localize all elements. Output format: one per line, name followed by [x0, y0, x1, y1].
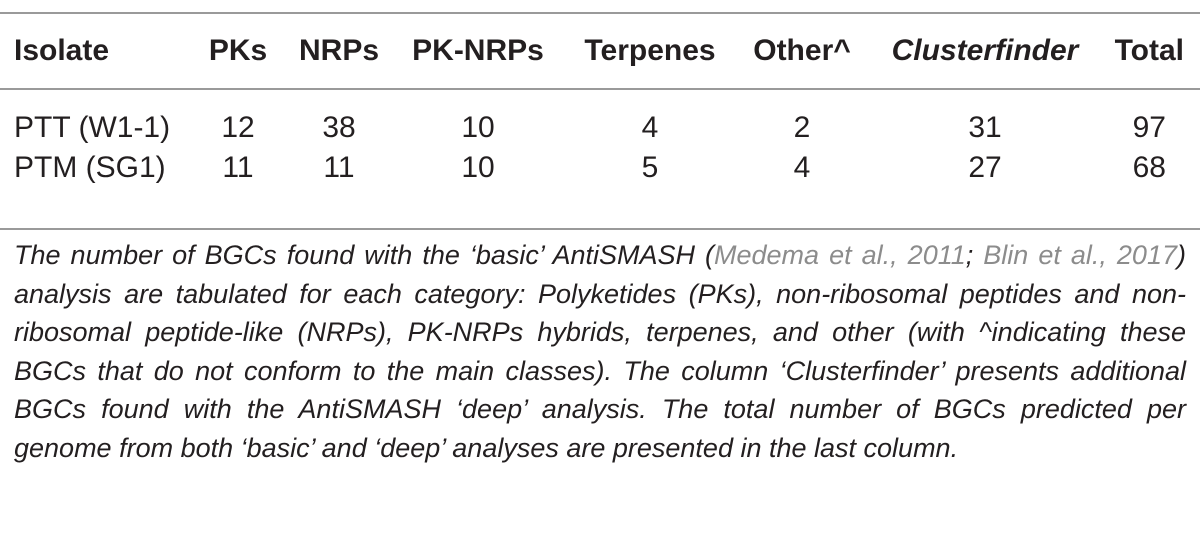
- header-other: Other^: [753, 34, 851, 67]
- cell-other: 2: [793, 111, 811, 144]
- caption-text-end: ) analysis are tabulated for each category: Polyketides (PKs), non-ribosomal peptides and non-ribosomal peptide-like (NRPs), PK-NRPs hybrids, terpenes, and other (with ^indicating these BGCs that do not conform to the main classes). The column ‘Clusterfinder’ presents additional BGCs found with the AntiSMASH ‘deep’ analysis. The total number of BGCs predicted per genome from both ‘basic’ and ‘deep’ analyses are presented in the last column.: [14, 240, 1186, 463]
- bgc-table: [0, 14, 1200, 198]
- cell-pks: 12: [221, 111, 255, 144]
- header-isolate: Isolate: [14, 34, 110, 67]
- cell-total: 97: [1132, 111, 1166, 144]
- table-row: [0, 150, 1200, 198]
- caption-separator: ;: [965, 240, 984, 270]
- caption-text-start: The number of BGCs found with the ‘basic’ AntiSMASH (: [14, 240, 715, 270]
- cell-other: 4: [793, 151, 811, 184]
- cell-isolate: PTM (SG1): [14, 151, 166, 184]
- header-pks: PKs: [208, 34, 268, 67]
- cell-pk-nrps: 10: [461, 111, 495, 144]
- header-nrps: NRPs: [298, 34, 380, 67]
- header-rule: [0, 88, 1200, 90]
- header-row: [0, 14, 1200, 88]
- header-total: Total: [1114, 34, 1184, 67]
- cell-clusterfinder: 31: [968, 111, 1002, 144]
- cell-nrps: 38: [322, 111, 356, 144]
- cell-isolate: PTT (W1-1): [14, 111, 171, 144]
- header-pk-nrps: PK-NRPs: [412, 34, 544, 67]
- citation-link-blin[interactable]: Blin et al., 2017: [983, 240, 1177, 270]
- cell-total: 68: [1132, 151, 1166, 184]
- cell-terpenes: 4: [641, 111, 659, 144]
- cell-pk-nrps: 10: [461, 151, 495, 184]
- header-clusterfinder: Clusterfinder: [891, 34, 1079, 67]
- table-footnote: [14, 236, 1186, 467]
- cell-clusterfinder: 27: [968, 151, 1002, 184]
- citation-link-medema[interactable]: Medema et al., 2011: [714, 240, 966, 270]
- bottom-rule: [0, 228, 1200, 230]
- cell-pks: 11: [222, 151, 254, 184]
- cell-terpenes: 5: [641, 151, 659, 184]
- cell-nrps: 11: [323, 151, 355, 184]
- header-terpenes: Terpenes: [584, 34, 716, 67]
- table-row: [0, 88, 1200, 150]
